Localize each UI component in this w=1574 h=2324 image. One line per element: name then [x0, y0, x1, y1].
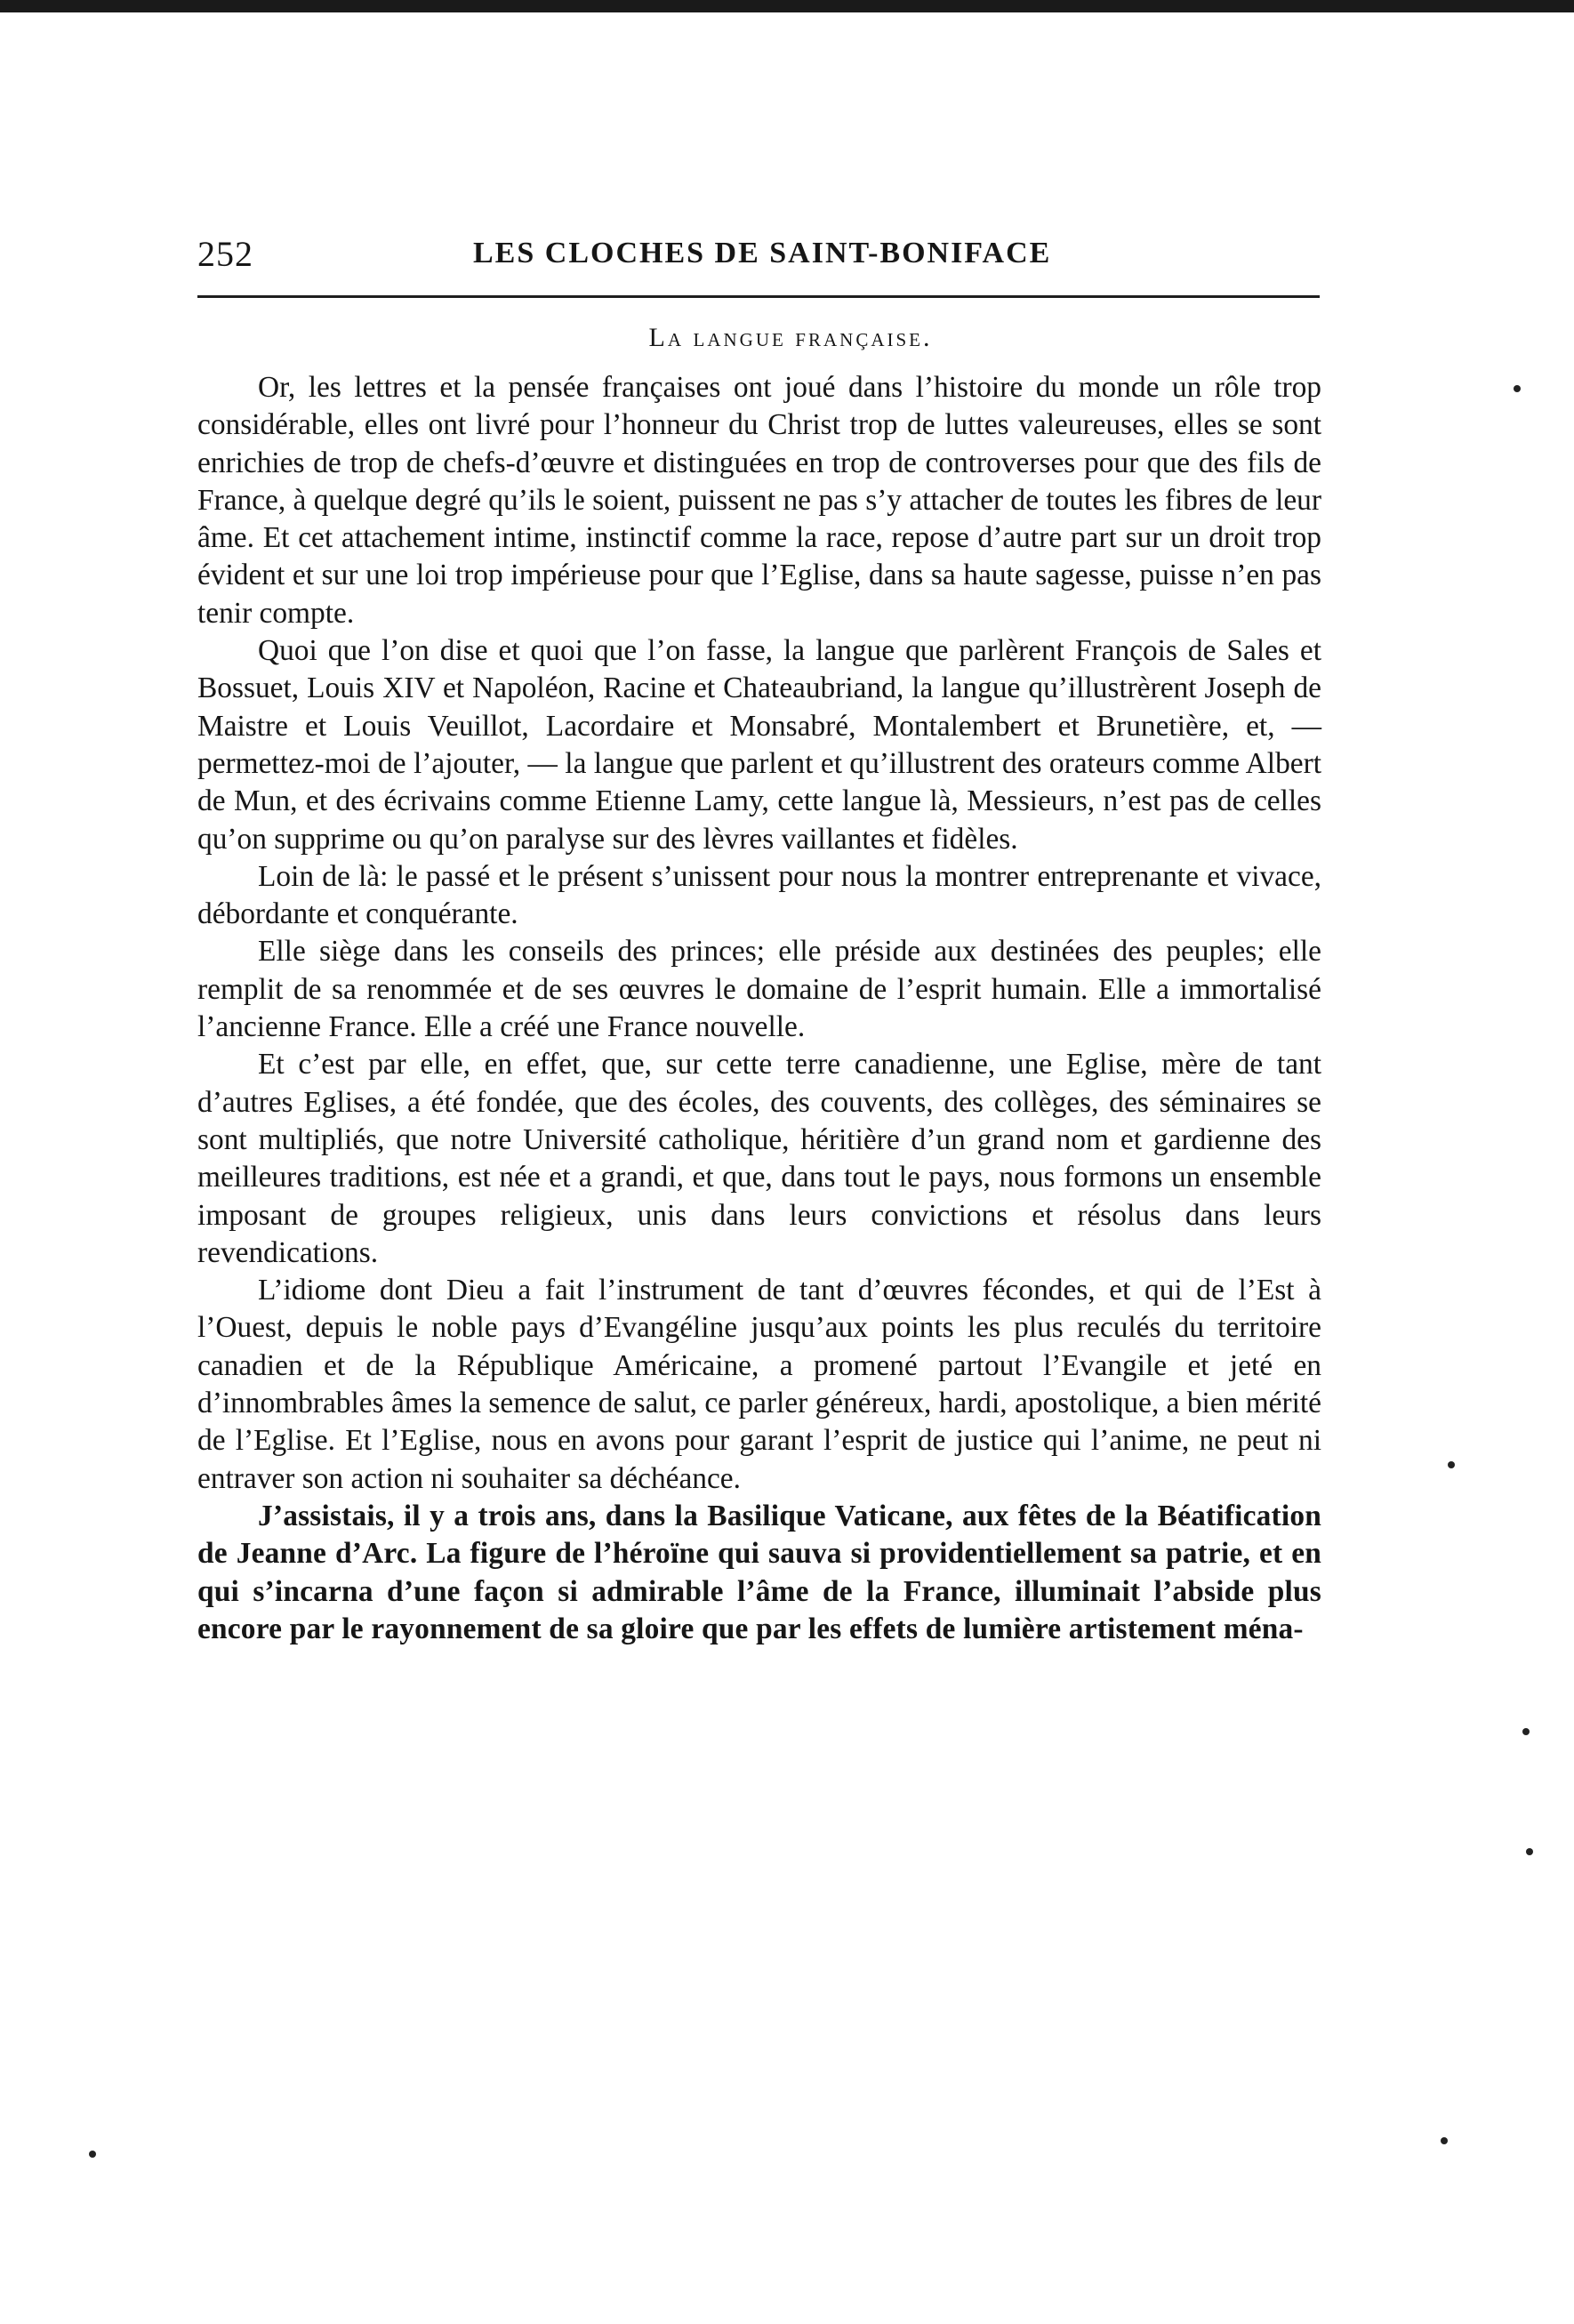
scan-speck [1448, 1461, 1455, 1468]
running-title: LES CLOCHES DE SAINT-BONIFACE [473, 237, 1052, 269]
paragraph-4: Elle siège dans les conseils des princes; elle préside aux destinées des peuples; elle remplit de sa renommée et de ses œuvres le domaine de l’esprit humain. Elle a immortalisé l’ancienne France. Elle a créé une France nouvelle. [197, 935, 1321, 1044]
book-page [197, 233, 1321, 1648]
paragraph-7: J’assistais, il y a trois ans, dans la Basilique Vaticane, aux fêtes de la Béatification de Jeanne d’Arc. La figure de l’héroïne qui sauva si providentiellement sa patrie, et en qui s’incarna d’une façon si admirable l’âme de la France, illuminait l’abside plus encore par le rayonnement de sa gloire que par les effets de lumière artistement ména- [197, 1499, 1321, 1645]
running-head [197, 233, 1321, 288]
section-heading: La langue française. [648, 323, 933, 352]
scan-speck [1514, 385, 1521, 392]
scan-speck [1526, 1848, 1533, 1855]
page-number: 252 [197, 234, 253, 274]
paragraph-2: Quoi que l’on dise et quoi que l’on fasse, la langue que parlèrent François de Sales et Bossuet, Louis XIV et Napoléon, Racine et Chateaubriand, la langue qu’illustrèrent Joseph de Maistre et Louis Veuillot, Lacordaire et Monsabré, Montalembert et Brunetière, et, — permettez-moi de l’ajouter, — la langue que parlent et qu’illustrent des orateurs comme Albert de Mun, et des écrivains comme Etienne Lamy, cette langue là, Messieurs, n’est pas de celles qu’on supprime ou qu’on paralyse sur des lèvres vaillantes et fidèles. [197, 634, 1321, 856]
paragraph-6: L’idiome dont Dieu a fait l’instrument de tant d’œuvres fécondes, et qui de l’Est à l’Ouest, depuis le noble pays d’Evangéline jusqu’aux points les plus reculés du territoire canadien et de la République Américaine, a promené partout l’Evangile et jeté en d’innombrables âmes la semence de salut, ce parler généreux, hardi, apostolique, a bien mérité de l’Eglise. Et l’Eglise, nous en avons pour garant l’esprit de justice qui l’anime, ne peut ni entraver son action ni souhaiter sa déchéance. [197, 1274, 1321, 1495]
paragraph-1: Or, les lettres et la pensée françaises ont joué dans l’histoire du monde un rôle trop considérable, elles ont livré pour l’honneur du Christ trop de luttes valeureuses, elles se sont enrichies de trop de chefs-d’œuvre et distinguées en trop de controverses pour que des fils de France, à quelque degré qu’ils le soient, puissent ne pas s’y attacher de toutes les fibres de leur âme. Et cet attachement intime, instinctif comme la race, repose d’autre part sur un droit trop évident et sur une loi trop impérieuse pour que l’Eglise, dans sa haute sagesse, puisse n’en pas tenir compte. [197, 371, 1321, 630]
header-rule [197, 295, 1320, 298]
paragraph-5: Et c’est par elle, en effet, que, sur cette terre canadienne, une Eglise, mère de tant d’autres Eglises, a été fondée, que des écoles, des couvents, des collèges, des séminaires se sont multipliés, que notre Université catholique, héritière d’un grand nom et gardienne des meilleures traditions, est née et a grandi, et que, dans tout le pays, nous formons un ensemble imposant de groupes religieux, unis dans leurs convictions et résolus dans leurs revendications. [197, 1048, 1321, 1269]
scan-top-edge [0, 0, 1574, 12]
scan-speck [89, 2151, 96, 2158]
paragraph-3: Loin de là: le passé et le présent s’unissent pour nous la montrer entreprenante et vivace, débordante et conquérante. [197, 859, 1321, 931]
scan-speck [1522, 1728, 1530, 1735]
scan-speck [1441, 2137, 1448, 2144]
